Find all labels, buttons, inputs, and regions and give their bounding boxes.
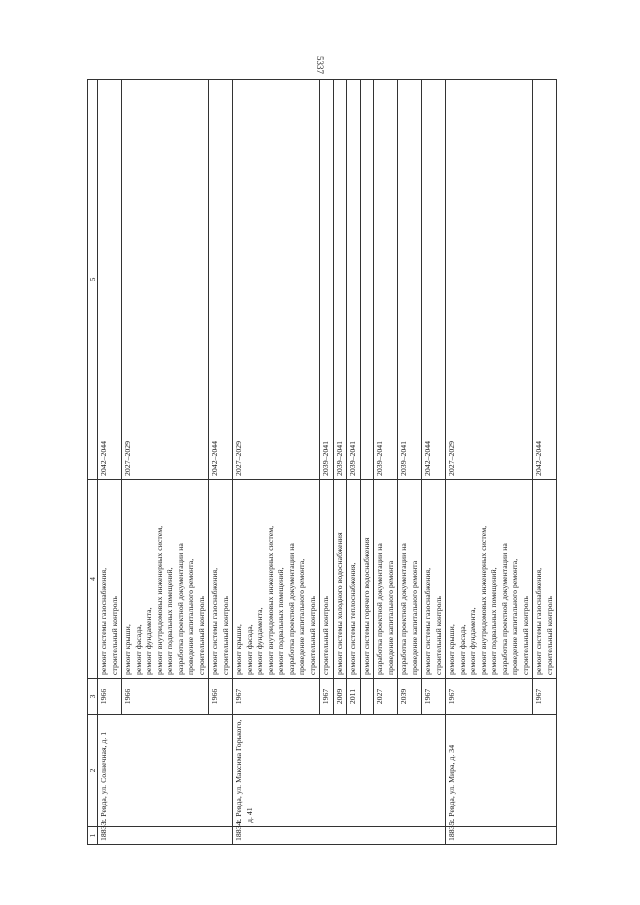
period-cell: 2039–2041 [320,80,334,480]
period-cell [360,80,374,480]
table-row [233,80,320,845]
header-cell-3: 3 [88,679,98,715]
period-cell: 2039–2041 [398,80,422,480]
year-cell: 1966 [122,679,209,715]
document-sheet [87,80,587,845]
header-cell-2: 2 [88,715,98,827]
works-cell: разработка проектной документации на проведение капитального ремонта [398,480,422,679]
header-cell-4: 4 [88,480,98,679]
works-cell: ремонт крыши, ремонт фасада, ремонт фундамента, ремонт внутридомовых инженерных систем, ремонт подвальных помещений, разработка проектной документации на проведение капитального ремонта, строительный контроль [122,480,209,679]
works-cell: ремонт системы газоснабжения, строительный контроль [422,480,446,679]
year-cell: 1967 [422,679,446,715]
period-cell: 2027–2029 [122,80,209,480]
works-cell: ремонт крыши, ремонт фасада, ремонт фундамента, ремонт внутридомовых инженерных систем, ремонт подвальных помещений, разработка проектной документации на проведение капитального ремонта, строительный контроль [233,480,320,679]
period-cell: 2039–2041 [347,80,361,480]
works-cell: ремонт системы газоснабжения, строительный контроль [533,480,557,679]
year-cell: 1967 [320,679,334,715]
table-row [98,80,122,845]
period-cell: 2027–2029 [233,80,320,480]
year-cell: 2039 [398,679,422,715]
works-cell: ремонт системы газоснабжения, строительный контроль [209,480,233,679]
period-cell: 2039–2041 [333,80,347,480]
table-row [446,80,533,845]
period-cell: 2042–2044 [209,80,233,480]
rotated-table-wrapper [87,80,587,845]
entry-number-cell: 18834. [233,827,446,845]
address-cell: г. Ревда, ул. Максима Горького, д. 41 [233,715,446,827]
year-cell: 1967 [533,679,557,715]
period-cell: 2042–2044 [533,80,557,480]
works-cell: ремонт системы горячего водоснабжения [360,480,374,679]
period-cell: 2042–2044 [422,80,446,480]
address-cell: г. Ревда, ул. Мира, д. 34 [446,715,557,827]
year-cell: 1967 [446,679,533,715]
address-cell: г. Ревда, ул. Солнечная, д. 1 [98,715,233,827]
period-cell: 2039–2041 [374,80,398,480]
header-row [88,80,98,845]
repair-schedule-table [87,79,557,845]
works-cell: ремонт системы теплоснабжения, [347,480,361,679]
year-cell: 1967 [233,679,320,715]
works-cell: ремонт системы газоснабжения, строительный контроль [98,480,122,679]
entry-number-cell: 18833. [98,827,233,845]
works-cell: ремонт крыши, ремонт фасада, ремонт фундамента, ремонт внутридомовых инженерных систем, ремонт подвальных помещений, разработка проектной документации на проведение капитального ремонта, строительный контроль [446,480,533,679]
header-cell-5: 5 [88,80,98,480]
year-cell: 2027 [374,679,398,715]
period-cell: 2027–2029 [446,80,533,480]
header-cell-1: 1 [88,827,98,845]
year-cell: 1966 [209,679,233,715]
table-body [88,80,557,845]
works-cell: ремонт системы холодного водоснабжения [333,480,347,679]
page-number: 5337 [315,56,325,74]
year-cell: 2011 [347,679,361,715]
year-cell: 1966 [98,679,122,715]
works-cell: строительный контроль [320,480,334,679]
year-cell: 2009 [333,679,347,715]
entry-number-cell: 18835. [446,827,557,845]
period-cell: 2042–2044 [98,80,122,480]
works-cell: разработка проектной документации на проведение капитального ремонта [374,480,398,679]
year-cell [360,679,374,715]
